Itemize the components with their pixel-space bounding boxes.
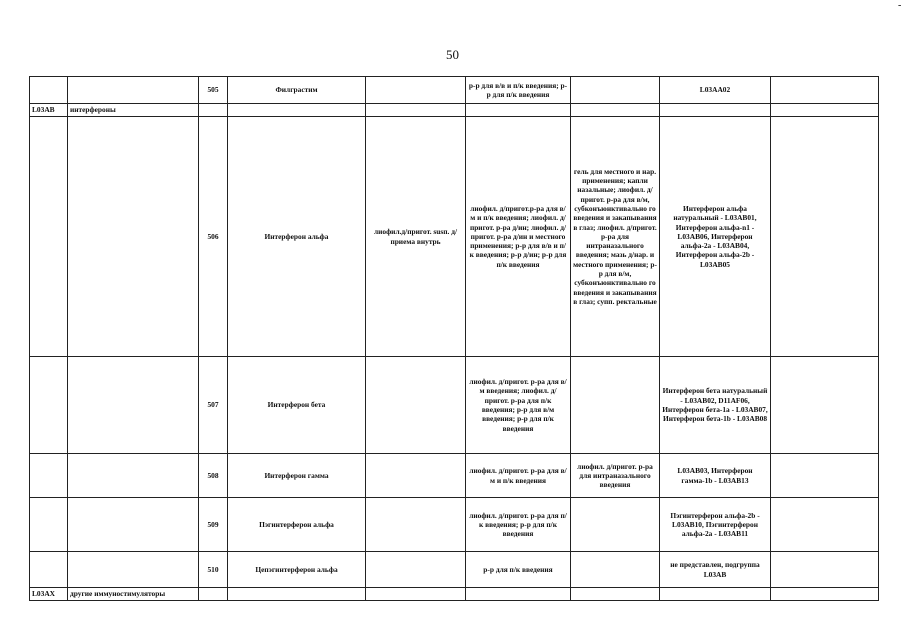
- row-number-cell: 510: [199, 552, 228, 588]
- drug-name-cell: Цепэгинтерферон альфа: [228, 552, 366, 588]
- empty-cell: [366, 588, 466, 601]
- atc-note-cell: L03AB03, Интерферон гамма-1b - L03AB13: [660, 454, 771, 498]
- empty-cell: [228, 104, 366, 117]
- atc-note-cell: не представлен, подгруппа L03AB: [660, 552, 771, 588]
- extra-cell: [771, 498, 879, 552]
- empty-cell: [660, 588, 771, 601]
- group-name-cell: [68, 357, 199, 454]
- atc-note-cell: Интерферон бета натуральный - L03AB02, D11AF06, Интерферон бета-1а - L03AB07, Интерферон бета-1b - L03AB08: [660, 357, 771, 454]
- empty-cell: [366, 104, 466, 117]
- group-name-cell: интерфероны: [68, 104, 199, 117]
- dosage-forms-cell: лиофил. д/пригот. р-ра для в/м и п/к введения: [466, 454, 571, 498]
- drug-name-cell: Интерферон альфа: [228, 117, 366, 357]
- empty-cell: [228, 588, 366, 601]
- drug-name-cell: Интерферон бета: [228, 357, 366, 454]
- table-row: [30, 357, 879, 454]
- dosage-forms-cell: лиофил.д/пригот. susп. д/приема внутрь: [366, 117, 466, 357]
- atc-code-cell: [30, 454, 68, 498]
- row-number-cell: 509: [199, 498, 228, 552]
- empty-cell: [199, 588, 228, 601]
- dosage-forms-cell: [366, 77, 466, 104]
- dosage-forms-cell: р-р для в/в и п/к введения; р-р для п/к введения: [466, 77, 571, 104]
- dosage-forms-cell: [571, 77, 660, 104]
- group-name-cell: [68, 552, 199, 588]
- drug-name-cell: Филграстим: [228, 77, 366, 104]
- group-row: [30, 588, 879, 601]
- row-number-cell: 506: [199, 117, 228, 357]
- page-number: 50: [446, 47, 459, 62]
- drug-name-cell: Интерферон гамма: [228, 454, 366, 498]
- atc-code-cell: [30, 498, 68, 552]
- atc-note-cell: L03AA02: [660, 77, 771, 104]
- atc-code-cell: L03AX: [30, 588, 68, 601]
- dosage-forms-cell: [571, 552, 660, 588]
- dosage-forms-cell: [571, 357, 660, 454]
- empty-cell: [571, 588, 660, 601]
- dosage-forms-cell: лиофил. д/пригот. р-ра для п/к введения; р-р для п/к введения: [466, 498, 571, 552]
- table-row: [30, 77, 879, 104]
- dosage-forms-cell: лиофил. д/пригот. р-ра для в/м введения; лиофил. д/пригот. р-ра для п/к введения; р-р для в/м введения; р-р для п/к введения: [466, 357, 571, 454]
- extra-cell: [771, 552, 879, 588]
- extra-cell: [771, 117, 879, 357]
- empty-cell: [771, 588, 879, 601]
- dosage-forms-cell: р-р для п/к введения: [466, 552, 571, 588]
- group-name-cell: другие иммуностимуляторы: [68, 588, 199, 601]
- atc-code-cell: [30, 117, 68, 357]
- empty-cell: [199, 104, 228, 117]
- dosage-forms-cell: гель для местного и нар. применения; капли назальные; лиофил. д/пригот. р-ра для в/м, субконъюнктивально го введения и закапывания в глаз; лиофил. д/пригот. р-ра для интраназального введения; мазь д/нар. и местного применения; р-р для в/м, субконъюнктивально го введения и закапывания в глаз; супп. ректальные: [571, 117, 660, 357]
- empty-cell: [660, 104, 771, 117]
- dosage-forms-cell: [571, 498, 660, 552]
- dosage-forms-cell: [366, 357, 466, 454]
- group-name-cell: [68, 454, 199, 498]
- table-row: [30, 498, 879, 552]
- group-name-cell: [68, 117, 199, 357]
- table-row: [30, 117, 879, 357]
- drug-table: [29, 76, 879, 601]
- row-number-cell: 507: [199, 357, 228, 454]
- drug-name-cell: Пэгинтерферон альфа: [228, 498, 366, 552]
- table-row: [30, 552, 879, 588]
- table-body: [30, 77, 879, 601]
- dosage-forms-cell: [366, 454, 466, 498]
- dosage-forms-cell: лиофил. д/пригот. р-ра для интраназального введения: [571, 454, 660, 498]
- atc-code-cell: [30, 357, 68, 454]
- group-row: [30, 104, 879, 117]
- empty-cell: [466, 104, 571, 117]
- atc-code-cell: [30, 552, 68, 588]
- dosage-forms-cell: [366, 552, 466, 588]
- atc-code-cell: [30, 77, 68, 104]
- corner-mark: -: [898, 0, 902, 11]
- group-name-cell: [68, 77, 199, 104]
- empty-cell: [466, 588, 571, 601]
- atc-code-cell: L03AB: [30, 104, 68, 117]
- atc-note-cell: Интерферон альфа натуральный - L03AB01, Интерферон альфа-n1 - L03AB06, Интерферон альфа-2а - L03AB04, Интерферон альфа-2b - L03AB05: [660, 117, 771, 357]
- dosage-forms-cell: [366, 498, 466, 552]
- empty-cell: [771, 104, 879, 117]
- dosage-forms-cell: лиофил. д/пригот.р-ра для в/м и п/к введения; лиофил. д/пригот. р-ра д/ин; лиофил. д/пригот. р-ра д/ин и местного применения; р-р для в/в и п/к введения; р-р д/ин; р-р для п/к введения: [466, 117, 571, 357]
- group-name-cell: [68, 498, 199, 552]
- empty-cell: [571, 104, 660, 117]
- extra-cell: [771, 454, 879, 498]
- row-number-cell: 508: [199, 454, 228, 498]
- table-row: [30, 454, 879, 498]
- row-number-cell: 505: [199, 77, 228, 104]
- extra-cell: [771, 77, 879, 104]
- atc-note-cell: Пэгинтерферон альфа-2b - L03AB10, Пэгинтерферон альфа-2а - L03AB11: [660, 498, 771, 552]
- extra-cell: [771, 357, 879, 454]
